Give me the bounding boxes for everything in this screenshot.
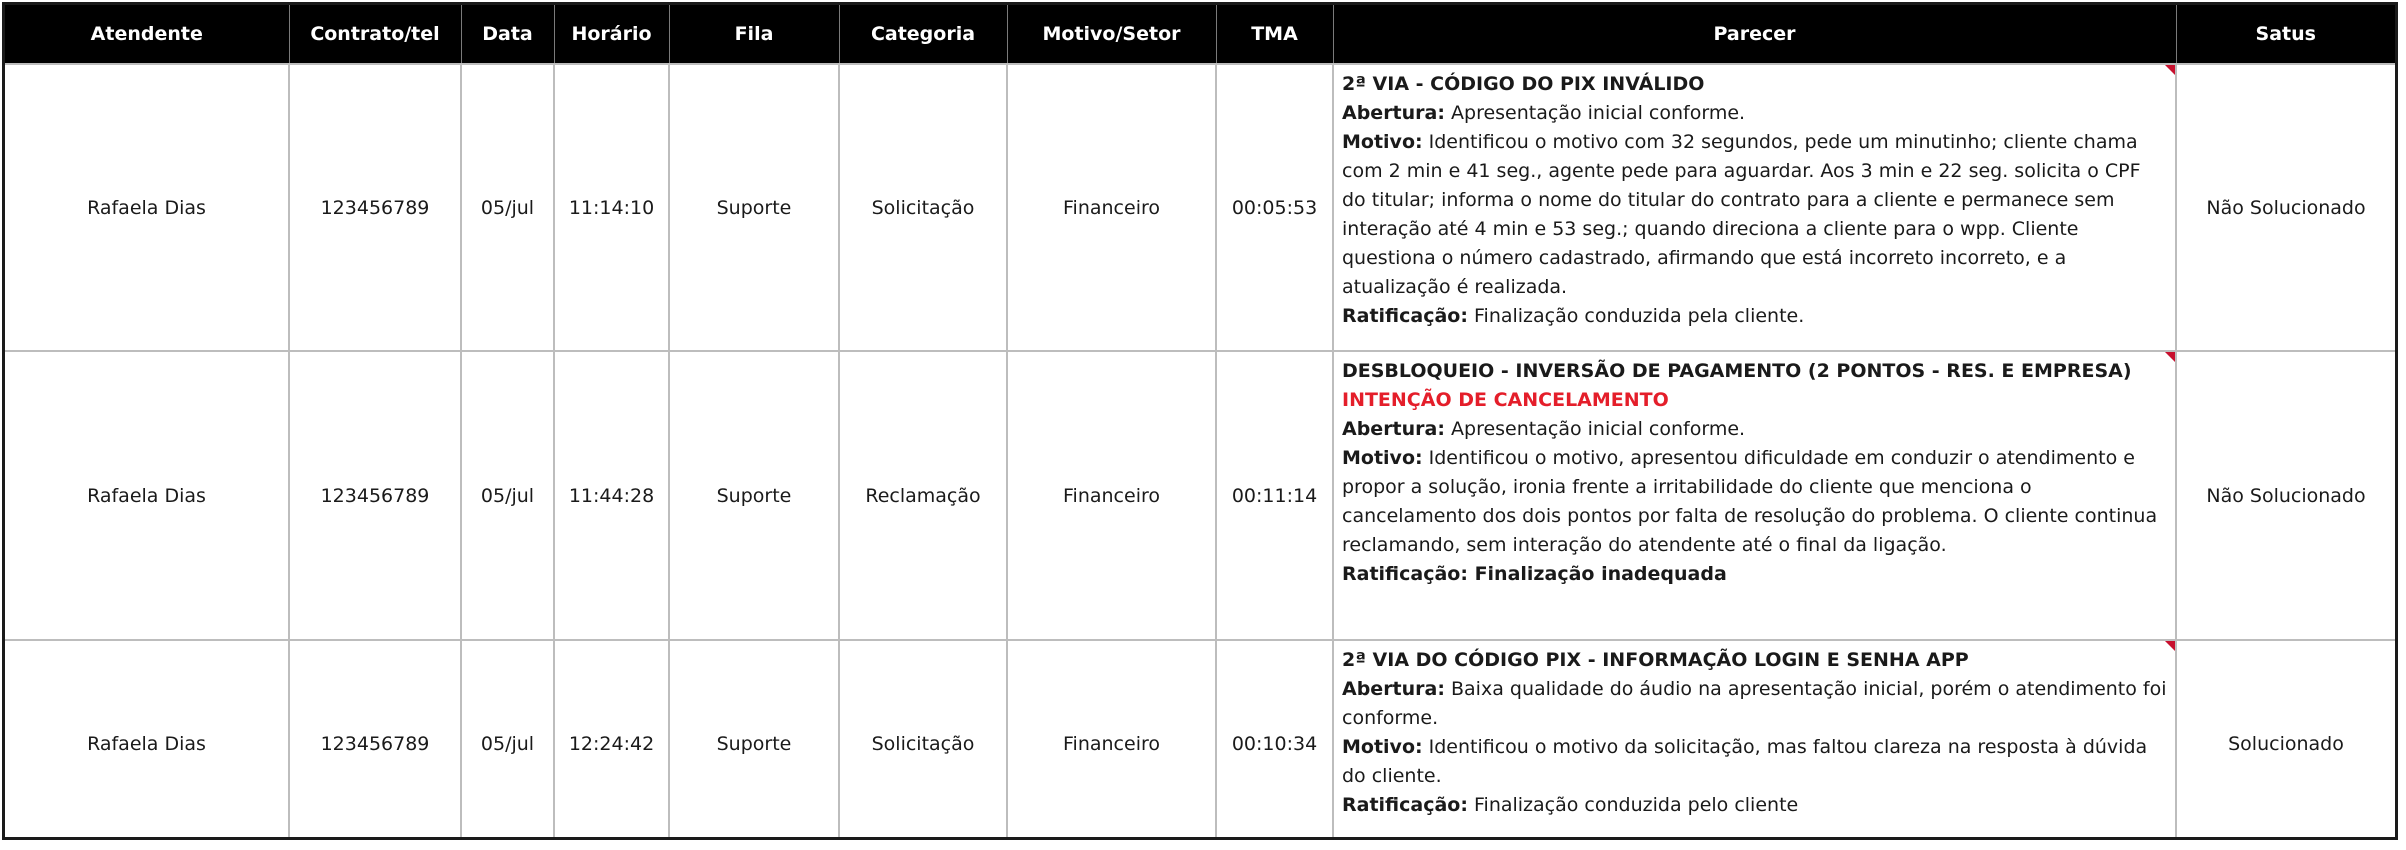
motivo-text: Identificou o motivo, apresentou dificuldade em conduzir o atendimento e propor a solução, ironia frente a irritabilidade do cliente que menciona o cancelamento dos dois pontos por falta de resolução do problema. O cliente continua reclamando, sem interação do atendente até o final da ligação. — [1342, 447, 2158, 556]
abertura-label: Abertura: — [1342, 102, 1445, 124]
evaluation-table — [5, 5, 2395, 840]
ratificacao-label: Ratificação: — [1342, 794, 1468, 816]
header-tma[interactable]: TMA — [1216, 5, 1333, 64]
parecer-motivo — [1342, 444, 2167, 560]
parecer-abertura — [1342, 415, 2167, 444]
cell-atendente[interactable]: Rafaela Dias — [5, 351, 289, 640]
header-fila[interactable]: Fila — [669, 5, 839, 64]
comment-indicator-icon[interactable] — [2165, 65, 2175, 75]
comment-indicator-icon[interactable] — [2165, 352, 2175, 362]
header-row — [5, 5, 2395, 64]
cell-data[interactable]: 05/jul — [461, 64, 554, 351]
cell-horario[interactable]: 11:14:10 — [554, 64, 669, 351]
cell-tma[interactable]: 00:05:53 — [1216, 64, 1333, 351]
cell-contrato[interactable]: 123456789 — [289, 64, 461, 351]
spreadsheet-frame — [2, 2, 2398, 840]
ratificacao-text: Finalização conduzida pela cliente. — [1467, 305, 1805, 327]
ratificacao-label: Ratificação: — [1342, 305, 1468, 327]
parecer-motivo — [1342, 733, 2167, 791]
abertura-text: Apresentação inicial conforme. — [1444, 418, 1746, 440]
cell-atendente[interactable]: Rafaela Dias — [5, 64, 289, 351]
motivo-text: Identificou o motivo da solicitação, mas faltou clareza na resposta à dúvida do cliente. — [1342, 736, 2148, 787]
cell-parecer[interactable] — [1333, 640, 2176, 840]
cell-motivo-setor[interactable]: Financeiro — [1007, 64, 1216, 351]
abertura-text: Baixa qualidade do áudio na apresentação inicial, porém o atendimento foi conforme. — [1342, 678, 2167, 729]
motivo-label: Motivo: — [1342, 131, 1423, 153]
cell-data[interactable]: 05/jul — [461, 640, 554, 840]
abertura-text: Apresentação inicial conforme. — [1444, 102, 1746, 124]
parecer-motivo — [1342, 128, 2167, 302]
header-contrato[interactable]: Contrato/tel — [289, 5, 461, 64]
header-status[interactable]: Satus — [2176, 5, 2395, 64]
cell-motivo-setor[interactable]: Financeiro — [1007, 640, 1216, 840]
cell-fila[interactable]: Suporte — [669, 64, 839, 351]
header-horario[interactable]: Horário — [554, 5, 669, 64]
parecer-title: 2ª VIA - CÓDIGO DO PIX INVÁLIDO — [1342, 73, 1705, 95]
parecer-title: DESBLOQUEIO - INVERSÃO DE PAGAMENTO (2 PONTOS - RES. E EMPRESA) — [1342, 360, 2132, 382]
table-row — [5, 64, 2395, 351]
header-categoria[interactable]: Categoria — [839, 5, 1007, 64]
cell-fila[interactable]: Suporte — [669, 351, 839, 640]
parecer-abertura — [1342, 99, 2167, 128]
cell-contrato[interactable]: 123456789 — [289, 640, 461, 840]
header-parecer[interactable]: Parecer — [1333, 5, 2176, 64]
cell-categoria[interactable]: Solicitação — [839, 640, 1007, 840]
cell-parecer[interactable] — [1333, 351, 2176, 640]
cell-status[interactable]: Não Solucionado — [2176, 64, 2395, 351]
cell-atendente[interactable]: Rafaela Dias — [5, 640, 289, 840]
cell-status[interactable]: Solucionado — [2176, 640, 2395, 840]
ratificacao-label: Ratificação: — [1342, 563, 1468, 585]
cell-contrato[interactable]: 123456789 — [289, 351, 461, 640]
parecer-ratificacao — [1342, 302, 2167, 331]
parecer-ratificacao — [1342, 791, 2167, 820]
motivo-text: Identificou o motivo com 32 segundos, pede um minutinho; cliente chama com 2 min e 41 seg., agente pede para aguardar. Aos 3 min e 22 seg. solicita o CPF do titular; informa o nome do titular do contrato para a cliente e permanece sem interação até 4 min e 53 seg.; quando direciona a cliente para o wpp. Cliente questiona o número cadastrado, afirmando que está incorreto incorreto, e a atualização é realizada. — [1342, 131, 2141, 298]
parecer-abertura — [1342, 675, 2167, 733]
cell-horario[interactable]: 11:44:28 — [554, 351, 669, 640]
cell-categoria[interactable]: Reclamação — [839, 351, 1007, 640]
comment-indicator-icon[interactable] — [2165, 641, 2175, 651]
cell-fila[interactable]: Suporte — [669, 640, 839, 840]
cell-categoria[interactable]: Solicitação — [839, 64, 1007, 351]
cell-parecer[interactable] — [1333, 64, 2176, 351]
abertura-label: Abertura: — [1342, 678, 1445, 700]
cell-tma[interactable]: 00:11:14 — [1216, 351, 1333, 640]
table-row — [5, 640, 2395, 840]
cell-status[interactable]: Não Solucionado — [2176, 351, 2395, 640]
ratificacao-text: Finalização inadequada — [1467, 563, 1727, 585]
cell-tma[interactable]: 00:10:34 — [1216, 640, 1333, 840]
parecer-title: 2ª VIA DO CÓDIGO PIX - INFORMAÇÃO LOGIN E SENHA APP — [1342, 649, 1969, 671]
parecer-ratificacao — [1342, 560, 2167, 589]
parecer-alert: INTENÇÃO DE CANCELAMENTO — [1342, 389, 1669, 411]
motivo-label: Motivo: — [1342, 447, 1423, 469]
ratificacao-text: Finalização conduzida pelo cliente — [1467, 794, 1799, 816]
table-row — [5, 351, 2395, 640]
abertura-label: Abertura: — [1342, 418, 1445, 440]
cell-data[interactable]: 05/jul — [461, 351, 554, 640]
cell-motivo-setor[interactable]: Financeiro — [1007, 351, 1216, 640]
motivo-label: Motivo: — [1342, 736, 1423, 758]
header-atendente[interactable]: Atendente — [5, 5, 289, 64]
cell-horario[interactable]: 12:24:42 — [554, 640, 669, 840]
header-motivo-setor[interactable]: Motivo/Setor — [1007, 5, 1216, 64]
header-data[interactable]: Data — [461, 5, 554, 64]
